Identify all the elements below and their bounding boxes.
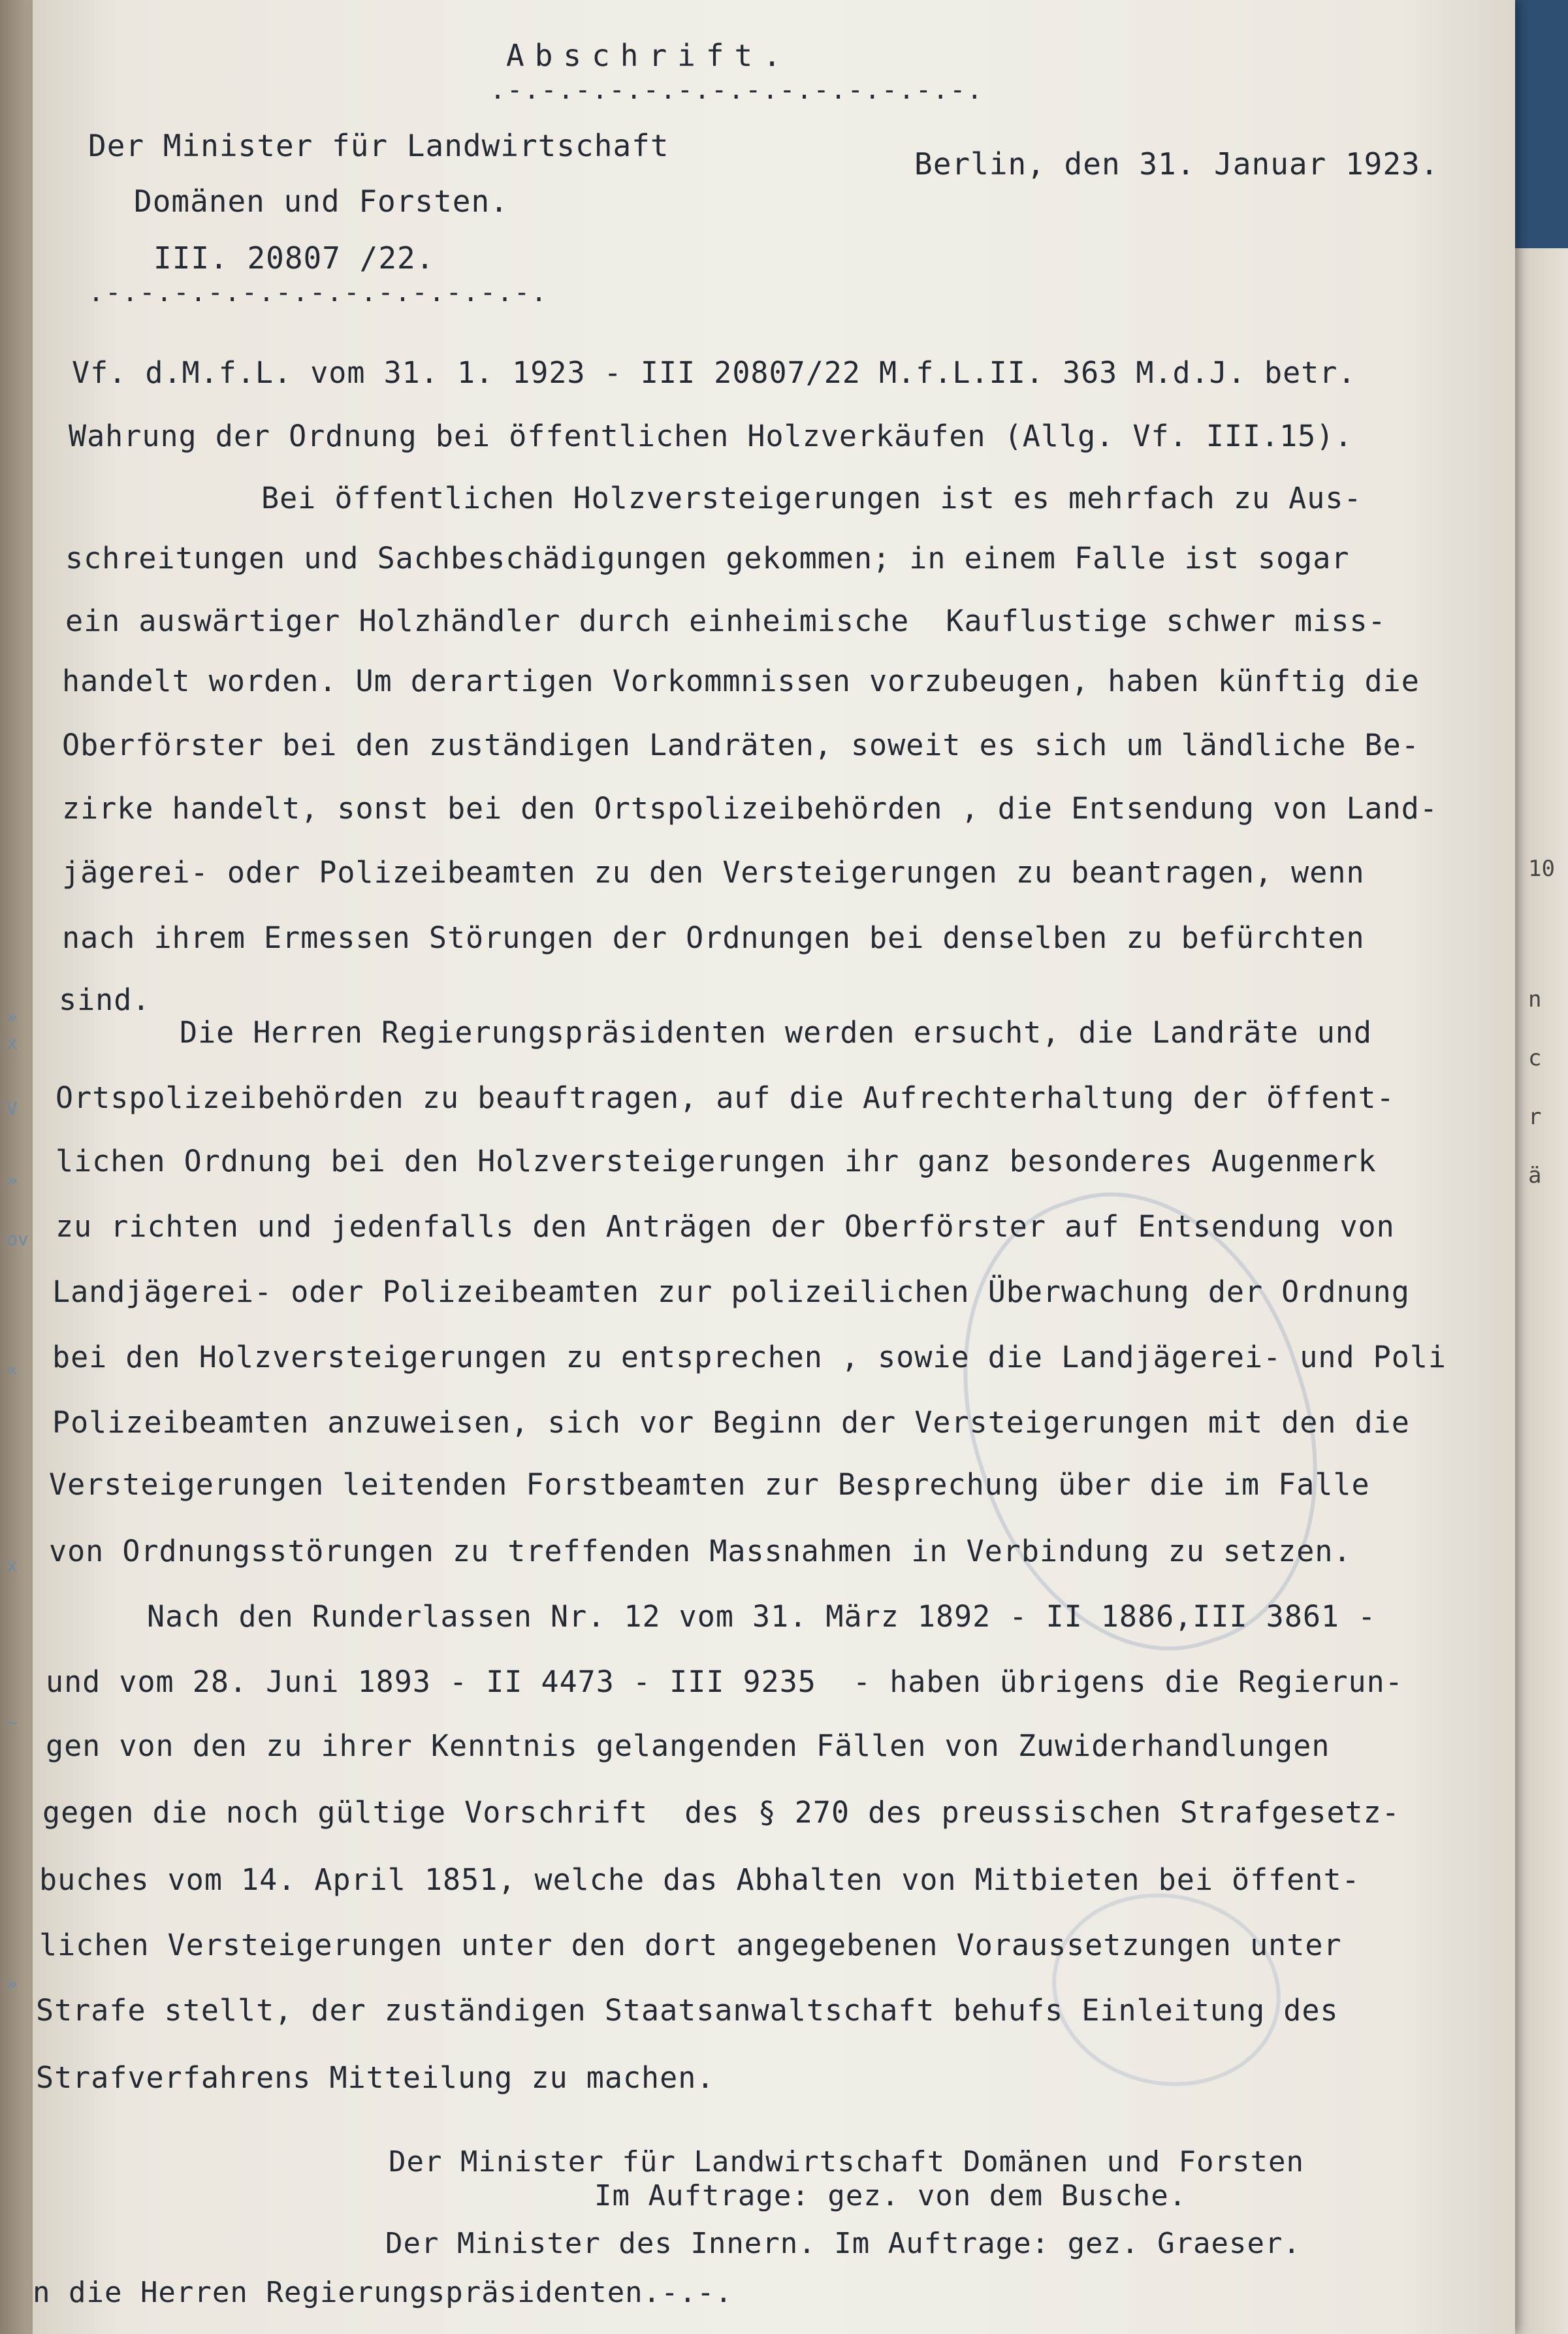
body-line: Die Herren Regierungspräsidenten werden ersucht, die Landräte und	[180, 1015, 1372, 1050]
body-line: Bei öffentlichen Holzversteigerungen ist es mehrfach zu Aus-	[261, 481, 1362, 515]
body-line: Ortspolizeibehörden zu beauftragen, auf die Aufrechterhaltung der öffent-	[56, 1080, 1395, 1115]
body-line: Versteigerungen leitenden Forstbeamten zur Besprechung über die im Falle	[49, 1467, 1370, 1502]
faded-stamp	[1034, 1873, 1298, 2107]
body-line: Strafverfahrens Mitteilung zu machen.	[36, 2060, 715, 2095]
body-line: ein auswärtiger Holzhändler durch einheimische Kauflustige schwer miss-	[65, 604, 1386, 638]
body-line: lichen Ordnung bei den Holzversteigerungen ihr ganz besonderes Augenmerk	[56, 1144, 1377, 1178]
body-line: handelt worden. Um derartigen Vorkommnissen vorzubeugen, haben künftig die	[62, 664, 1420, 698]
body-line: sind.	[59, 982, 151, 1017]
addressee-line: n die Herren Regierungspräsidenten.-.-.	[33, 2276, 733, 2309]
body-line: lichen Versteigerungen unter den dort angegebenen Voraussetzungen unter	[39, 1928, 1342, 1962]
subject-line2: Wahrung der Ordnung bei öffentlichen Holzverkäufen (Allg. Vf. III.15).	[69, 419, 1353, 453]
document-title: Abschrift.	[506, 38, 792, 73]
margin-fragment: n	[1528, 986, 1542, 1013]
body-line: Oberförster bei den zuständigen Landräten, soweit es sich um ländliche Be-	[62, 728, 1420, 762]
margin-mark: »	[7, 1169, 18, 1191]
margin-fragment: ä	[1528, 1163, 1542, 1189]
signature-line3: Der Minister des Innern. Im Auftrage: gez. Graeser.	[385, 2227, 1302, 2260]
margin-fragment: c	[1528, 1045, 1542, 1071]
body-line: schreitungen und Sachbeschädigungen gekommen; in einem Falle ist sogar	[65, 541, 1350, 575]
body-line: zirke handelt, sonst bei den Ortspolizeibehörden , die Entsendung von Land-	[62, 791, 1438, 826]
blue-folder-edge	[1515, 0, 1568, 248]
body-line: nach ihrem Ermessen Störungen der Ordnungen bei denselben zu befürchten	[62, 920, 1365, 955]
body-line: buches vom 14. April 1851, welche das Abhalten von Mitbieten bei öffent-	[39, 1862, 1360, 1897]
place-date: Berlin, den 31. Januar 1923.	[914, 146, 1439, 182]
signature-line2: Im Auftrage: gez. von dem Busche.	[594, 2179, 1187, 2212]
margin-mark: V	[7, 1097, 18, 1119]
margin-mark: x	[7, 1555, 18, 1576]
body-line: Landjägerei- oder Polizeibeamten zur polizeilichen Überwachung der Ordnung	[52, 1274, 1410, 1309]
margin-mark: x	[7, 1032, 18, 1054]
typed-document-page	[33, 0, 1515, 2334]
body-line: Nach den Runderlassen Nr. 12 vom 31. März 1892 - II 1886,III 3861 -	[147, 1599, 1377, 1634]
margin-fragment: 10	[1528, 856, 1555, 882]
body-line: Strafe stellt, der zuständigen Staatsanwaltschaft behufs Einleitung des	[36, 1993, 1339, 2028]
reference-underline: .-.-.-.-.-.-.-.-.-.-.-.-.-.	[88, 278, 549, 308]
reference-number: III. 20807 /22.	[153, 240, 435, 276]
margin-mark: ~	[7, 1711, 18, 1733]
margin-mark: ov	[7, 1228, 29, 1250]
body-line: zu richten und jedenfalls den Anträgen der Oberförster auf Entsendung von	[56, 1209, 1395, 1244]
margin-fragment: r	[1528, 1104, 1542, 1130]
sender-line2: Domänen und Forsten.	[134, 184, 509, 219]
margin-mark: «	[7, 1359, 18, 1380]
body-line: Polizeibeamten anzuweisen, sich vor Beginn der Versteigerungen mit den die	[52, 1405, 1410, 1440]
body-line: gegen die noch gültige Vorschrift des § 270 des preussischen Strafgesetz-	[42, 1795, 1400, 1830]
margin-mark: »	[7, 1973, 18, 1994]
body-line: jägerei- oder Polizeibeamten zu den Versteigerungen zu beantragen, wenn	[62, 855, 1365, 890]
signature-line1: Der Minister für Landwirtschaft Domänen und Forsten	[389, 2145, 1305, 2179]
margin-mark: »	[7, 1006, 18, 1028]
body-line: gen von den zu ihrer Kenntnis gelangenden Fällen von Zuwiderhandlungen	[46, 1728, 1330, 1763]
sender-line1: Der Minister für Landwirtschaft	[88, 128, 669, 163]
body-line: von Ordnungsstörungen zu treffenden Massnahmen in Verbindung zu setzen.	[49, 1534, 1352, 1568]
body-line: und vom 28. Juni 1893 - II 4473 - III 9235 - haben übrigens die Regierun-	[46, 1664, 1403, 1699]
title-underline: .-.-.-.-.-.-.-.-.-.-.-.-.-.-.	[490, 75, 984, 105]
body-line: bei den Holzversteigerungen zu entsprechen , sowie die Landjägerei- und Poli	[52, 1340, 1447, 1374]
subject-line1: Vf. d.M.f.L. vom 31. 1. 1923 - III 20807/22 M.f.L.II. 363 M.d.J. betr.	[72, 355, 1356, 390]
